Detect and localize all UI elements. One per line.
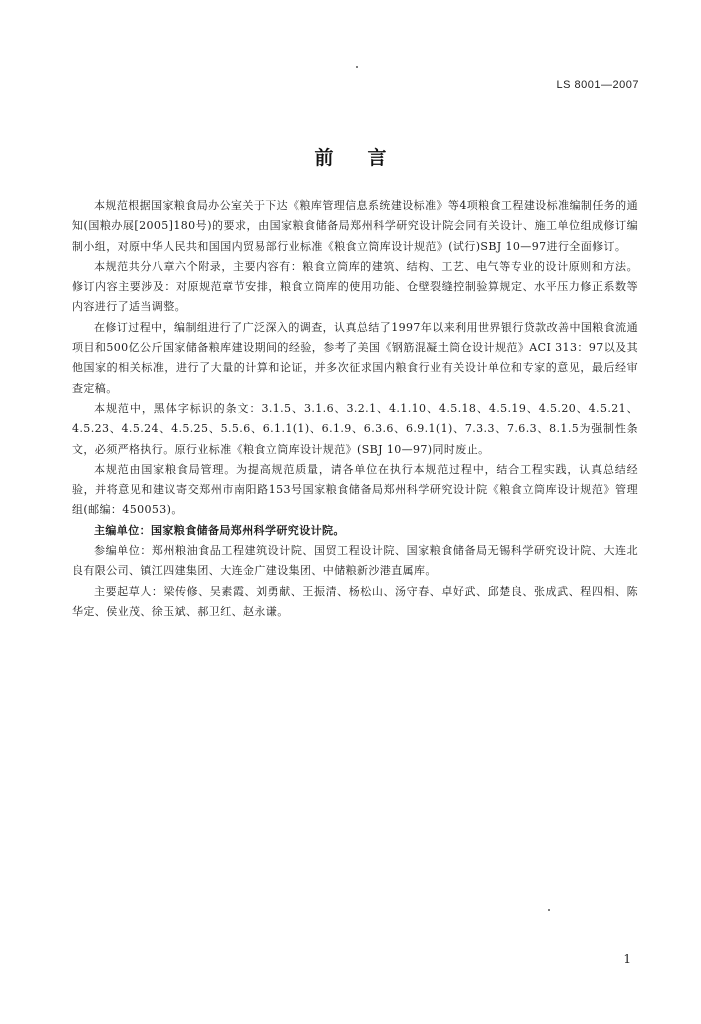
paragraph-process: 在修订过程中，编制组进行了广泛深入的调查，认真总结了1997年以来利用世界银行贷款改善中国粮食流通项目和500亿公斤国家储备粮库建设期间的经验，参考了美国《钢筋混凝土筒仓设计规范》ACI 313：97以及其他国家的相关标准，进行了大量的计算和论证，并多次征求国内粮食行业有关设计单位和专家的意见，最后经审查定稿。 <box>72 320 638 395</box>
paragraph-management: 本规范由国家粮食局管理。为提高规范质量，请各单位在执行本规范过程中，结合工程实践，认真总结经验，并将意见和建议寄交郑州市南阳路153号国家粮食储备局郑州科学研究设计院《粮食立筒库设计规范》管理组(邮编：450053)。 <box>72 462 638 517</box>
scan-speck <box>356 66 358 68</box>
paragraph-mandatory-clauses: 本规范中，黑体字标识的条文：3.1.5、3.1.6、3.2.1、4.1.10、4.5.18、4.5.19、4.5.20、4.5.21、4.5.23、4.5.24、4.5.25、5.5.6、6.1.1(1)、6.1.9、6.3.6、6.9.1(1)、7.3.3、7.6.3、8.1.5为强制性条文，必须严格执行。原行业标准《粮食立筒库设计规范》(SBJ 10—97)同时废止。 <box>72 401 638 456</box>
standard-code: LS 8001—2007 <box>556 79 639 91</box>
paragraph-participants: 参编单位：郑州粮油食品工程建筑设计院、国贸工程设计院、国家粮食储备局无锡科学研究设计院、大连北良有限公司、镇江四建集团、大连金广建设集团、中储粮新沙港直属库。 <box>72 544 638 578</box>
body-text <box>72 196 638 622</box>
scan-speck <box>548 909 550 911</box>
page-title: 前言 <box>314 147 421 169</box>
paragraph-chief-editor: 主编单位：国家粮食储备局郑州科学研究设计院。 <box>94 523 345 537</box>
paragraph-basis: 本规范根据国家粮食局办公室关于下达《粮库管理信息系统建设标准》等4项粮食工程建设标准编制任务的通知(国粮办展[2005]180号)的要求，由国家粮食储备局郑州科学研究设计院会同有关设计、施工单位组成修订编制小组，对原中华人民共和国国内贸易部行业标准《粮食立筒库设计规范》(试行)SBJ 10—97进行全面修订。 <box>72 199 638 253</box>
page-number: 1 <box>623 952 631 966</box>
paragraph-scope: 本规范共分八章六个附录，主要内容有：粮食立筒库的建筑、结构、工艺、电气等专业的设计原则和方法。修订内容主要涉及：对原规范章节安排，粮食立筒库的使用功能、仓壁裂缝控制验算规定、水平压力修正系数等内容进行了适当调整。 <box>72 259 638 314</box>
paragraph-drafters: 主要起草人：梁传修、吴素霞、刘勇献、王振清、杨松山、汤守春、卓好武、邱楚良、张成武、程四相、陈华定、侯业茂、徐玉斌、郝卫红、赵永谦。 <box>72 584 638 618</box>
